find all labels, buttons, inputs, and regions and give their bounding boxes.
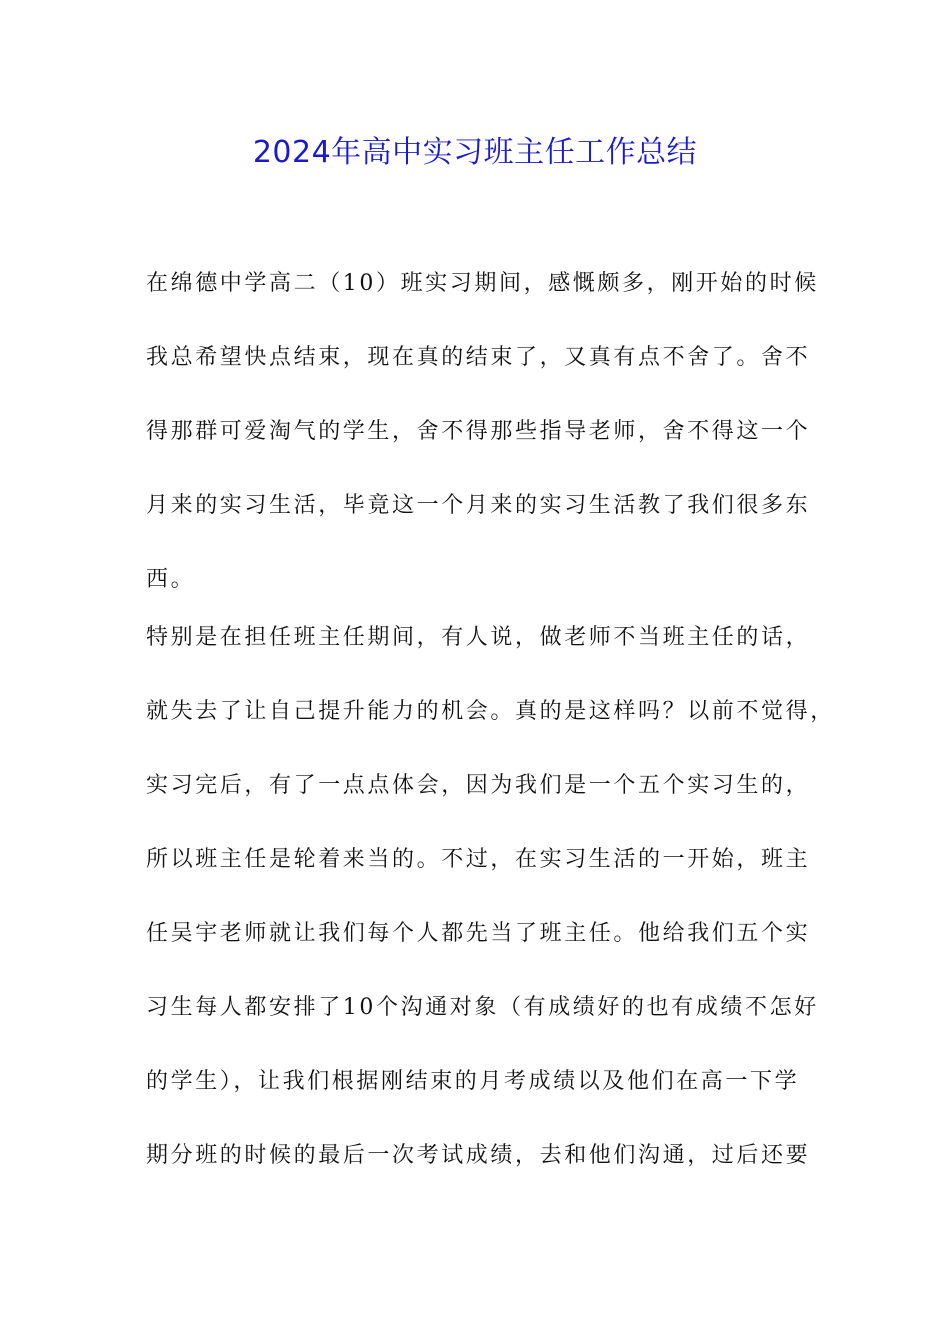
text-line: 我总希望快点结束，现在真的结束了，又真有点不舍了。舍不 [146, 345, 811, 370]
document-title: 2024年高中实习班主任工作总结 [252, 135, 698, 170]
text-line: 月来的实习生活，毕竟这一个月来的实习生活教了我们很多东 [146, 493, 811, 518]
text-line: 得那群可爱淘气的学生，舍不得那些指导老师，舍不得这一个 [146, 419, 811, 444]
text-line: 在绵德中学高二（10）班实习期间，感慨颇多，刚开始的时候 [146, 271, 819, 296]
text-line: 实习完后，有了一点点体会，因为我们是一个五个实习生的， [146, 773, 811, 798]
text-line: 西。 [146, 567, 196, 592]
document-body [146, 264, 835, 1210]
text-line: 的学生），让我们根据刚结束的月考成绩以及他们在高一下学 [146, 1069, 800, 1094]
text-line: 就失去了让自己提升能力的机会。真的是这样吗？以前不觉得， [146, 699, 835, 724]
text-line: 所以班主任是轮着来当的。不过，在实习生活的一开始，班主 [146, 847, 811, 872]
text-line: 任吴宇老师就让我们每个人都先当了班主任。他给我们五个实 [146, 921, 811, 946]
text-line: 特别是在担任班主任期间，有人说，做老师不当班主任的话， [146, 625, 811, 650]
text-line: 期分班的时候的最后一次考试成绩，去和他们沟通，过后还要 [146, 1143, 811, 1168]
text-line: 习生每人都安排了10个沟通对象（有成绩好的也有成绩不怎好 [146, 995, 819, 1020]
